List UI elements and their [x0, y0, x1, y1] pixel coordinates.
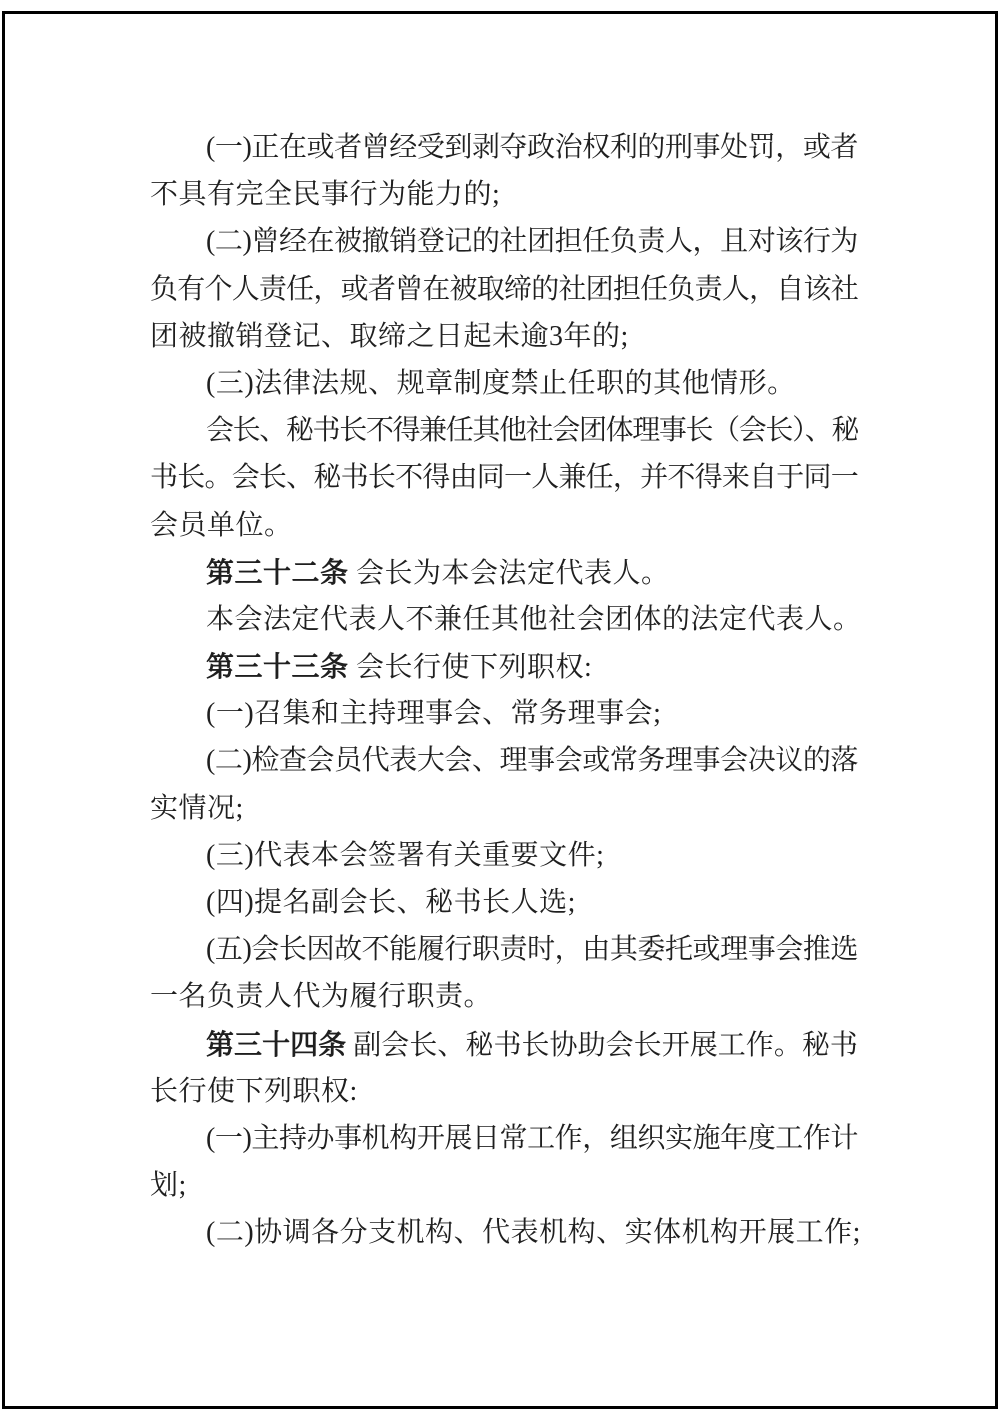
body-text: (一)正在或者曾经受到剥夺政治权利的刑事处罚，或者: [206, 132, 858, 163]
body-text: (一)召集和主持理事会、常务理事会;: [206, 698, 662, 730]
text-line: [150, 1068, 858, 1115]
text-line: [150, 549, 858, 596]
text-line: [150, 218, 858, 265]
text-block: [150, 124, 862, 1257]
article-number-text: 第三十四条: [206, 1028, 347, 1060]
body-text: (四)提名副会长、秘书长人选;: [206, 887, 576, 918]
text-line: [150, 643, 858, 690]
body-text: 团被撤销登记、取缔之日起未逾3年的;: [150, 320, 629, 352]
body-text: (二)检查会员代表大会、理事会或常务理事会决议的落: [206, 745, 858, 777]
text-line: [150, 973, 858, 1020]
text-line: [150, 926, 858, 973]
article-number-text: 第三十三条: [206, 651, 349, 683]
text-line: [150, 407, 858, 454]
article-number-text: 第三十二条: [206, 556, 349, 588]
body-text: 划;: [150, 1170, 187, 1202]
body-text: 负有个人责任，或者曾在被取缔的社团担任负责人，自该社: [150, 273, 858, 305]
body-text: (二)曾经在被撤销登记的社团担任负责人，且对该行为: [206, 226, 858, 258]
text-line: [150, 1115, 858, 1162]
text-line: [150, 596, 862, 643]
text-line: [150, 502, 858, 549]
body-text: (五)会长因故不能履行职责时，由其委托或理事会推选: [206, 934, 858, 966]
text-line: [150, 266, 858, 313]
body-text: 实情况;: [150, 792, 244, 824]
body-text: 会长行使下列职权:: [348, 652, 593, 684]
text-line: [150, 690, 858, 737]
text-line: [150, 124, 858, 171]
text-line: [150, 360, 858, 407]
body-text: 副会长、秘书长协助会长开展工作。秘书: [346, 1029, 858, 1061]
text-line: [150, 737, 858, 784]
text-line: [150, 879, 858, 926]
text-line: [150, 1162, 858, 1209]
text-line: [150, 1209, 861, 1256]
body-text: 本会法定代表人不兼任其他社会团体的法定代表人。: [206, 603, 862, 635]
body-text: 会员单位。: [150, 509, 293, 541]
body-text: 会长、秘书长不得兼任其他社会团体理事长（会长）、秘: [206, 415, 858, 447]
body-text: (二)协调各分支机构、代表机构、实体机构开展工作;: [206, 1217, 861, 1249]
text-line: [150, 1021, 858, 1068]
body-text: 长行使下列职权:: [150, 1075, 358, 1107]
text-line: [150, 171, 858, 218]
body-text: (三)代表本会签署有关重要文件;: [206, 839, 605, 871]
body-text: 不具有完全民事行为能力的;: [150, 179, 501, 211]
text-line: [150, 313, 858, 360]
body-text: (一)主持办事机构开展日常工作，组织实施年度工作计: [206, 1122, 858, 1154]
text-line: [150, 454, 858, 501]
body-text: 书长。会长、秘书长不得由同一人兼任，并不得来自于同一: [150, 462, 858, 494]
body-text: (三)法律法规、规章制度禁止任职的其他情形。: [206, 367, 796, 399]
text-line: [150, 832, 858, 879]
text-line: [150, 785, 858, 832]
body-text: 一名负责人代为履行职责。: [150, 981, 493, 1013]
body-text: 会长为本会法定代表人。: [348, 557, 670, 589]
